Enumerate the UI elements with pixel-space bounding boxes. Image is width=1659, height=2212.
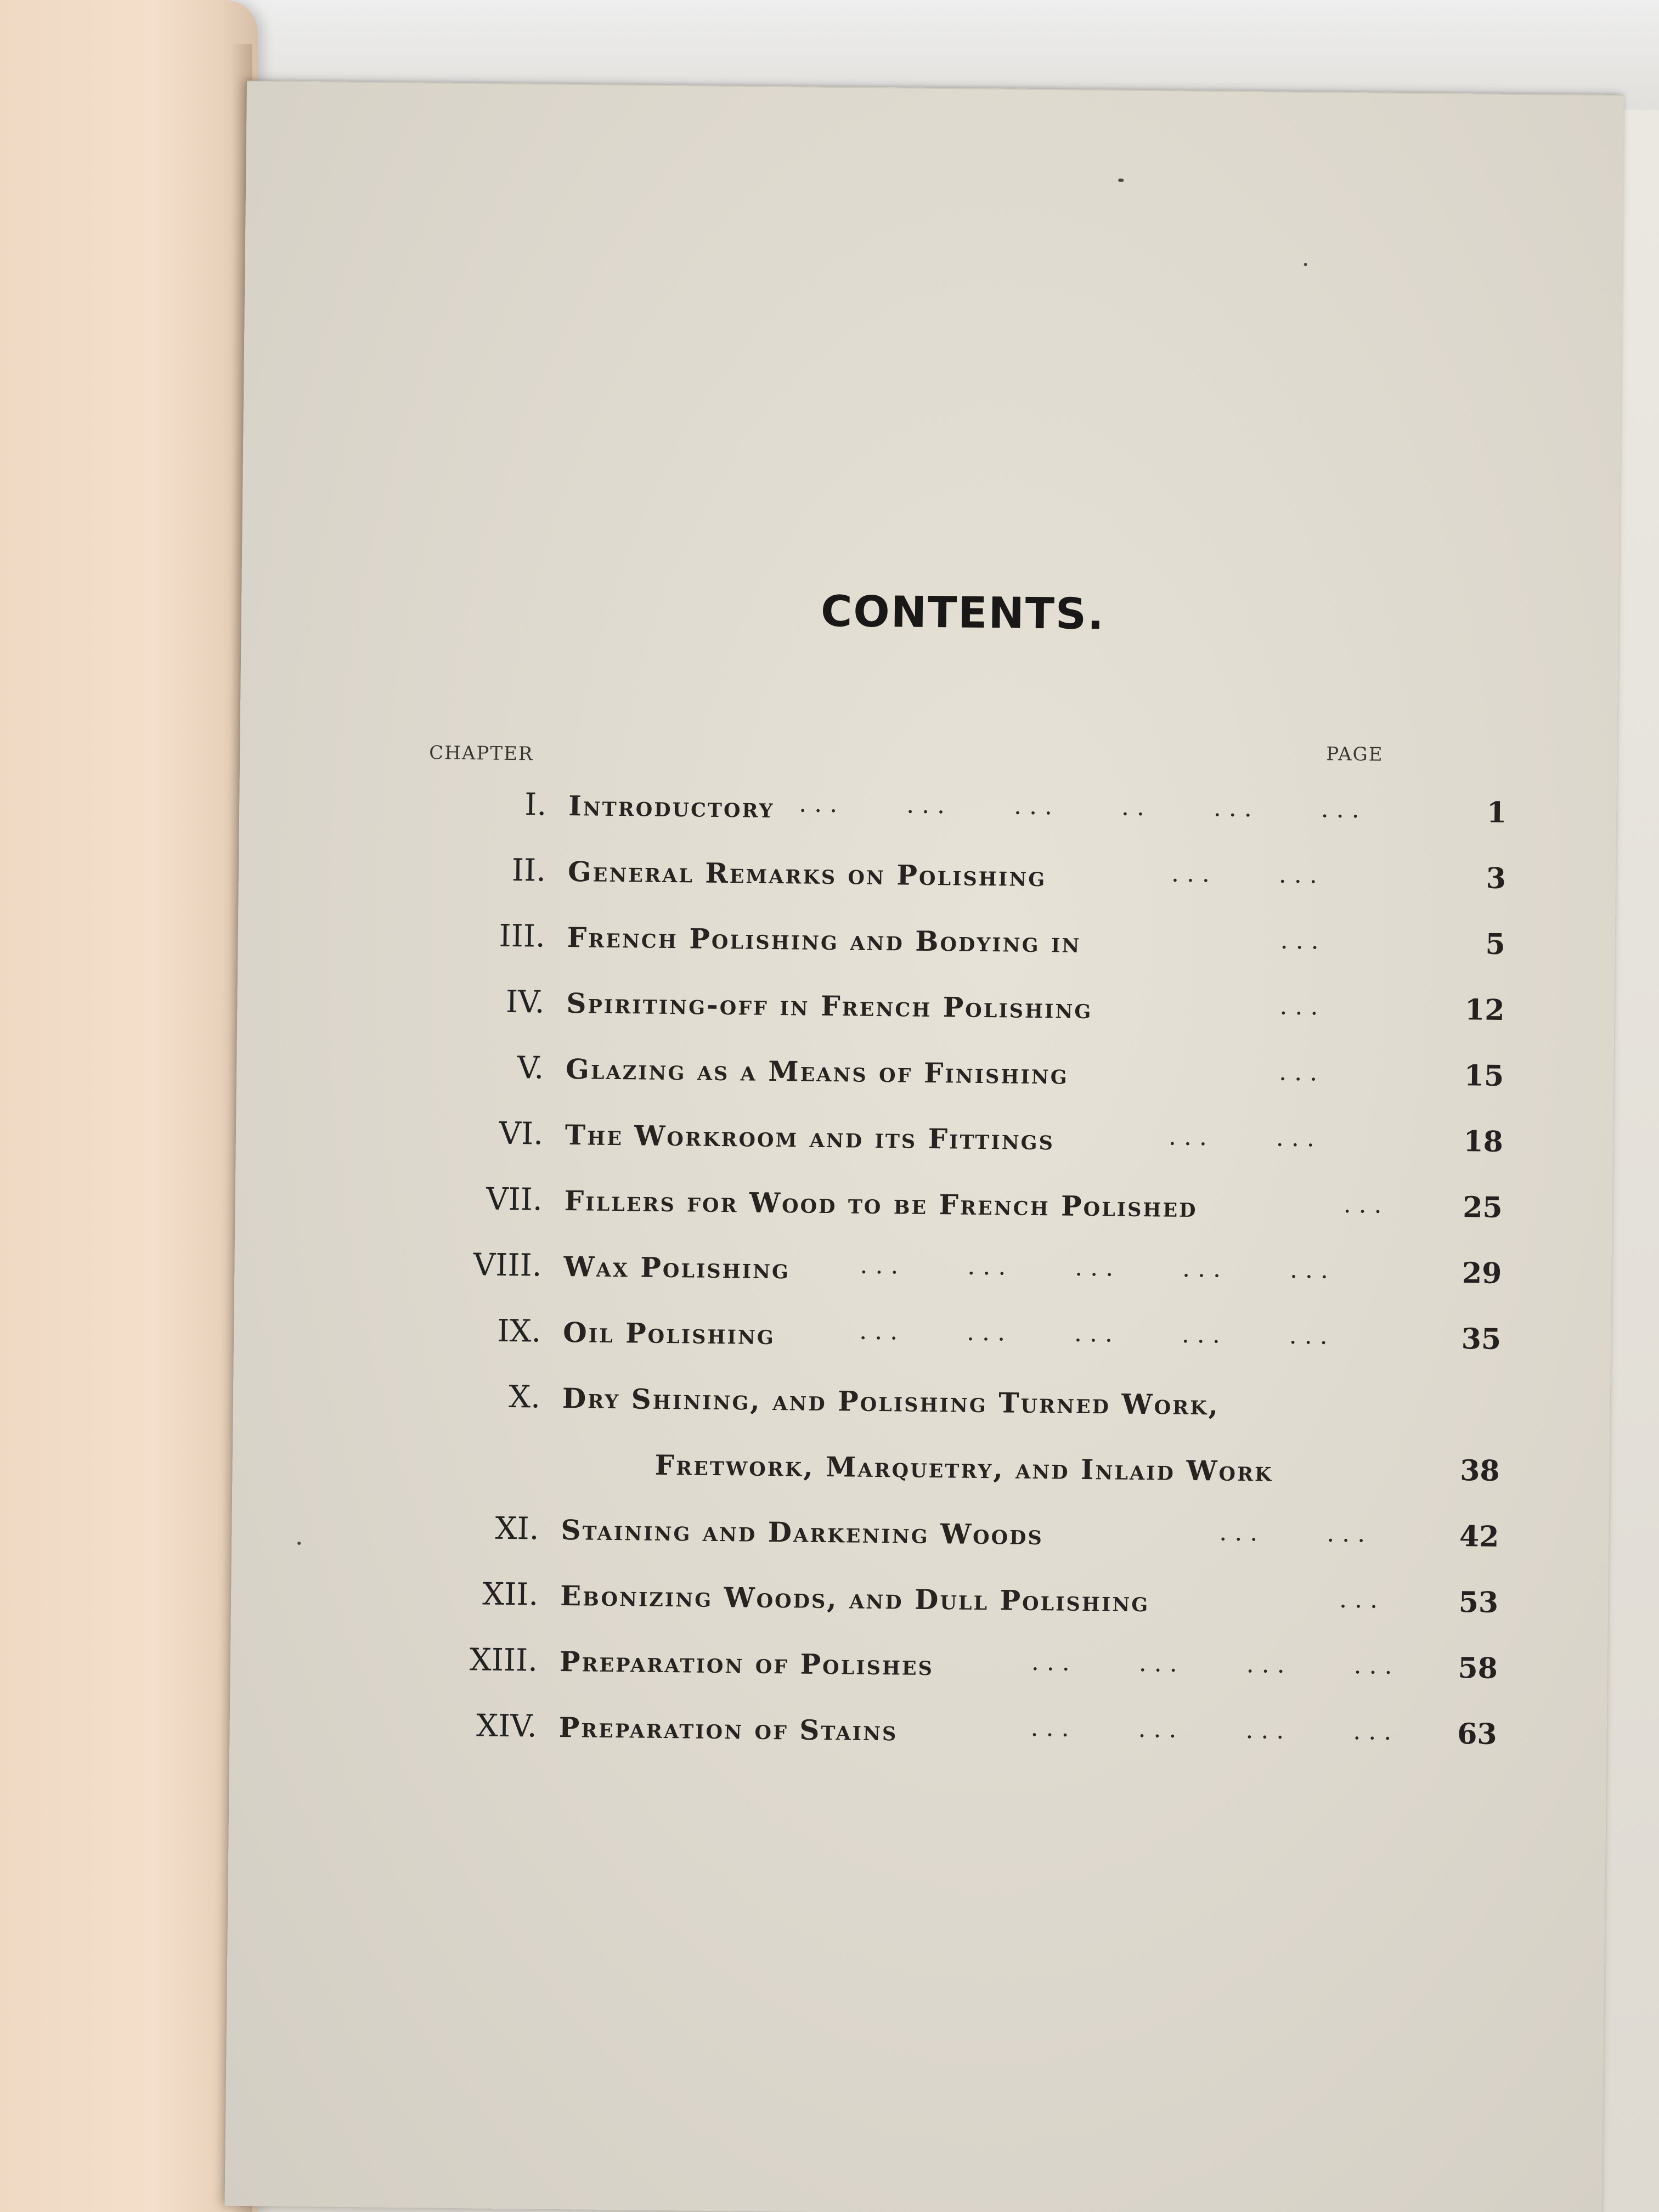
chapter-numeral: III. [499,918,546,955]
toc-row [397,1362,1484,1439]
chapter-numeral: II. [511,852,546,889]
chapter-numeral: VIII. [473,1247,542,1284]
toc-row [402,901,1506,978]
page-number: 53 [1458,1585,1499,1620]
dot-leader: ... [1279,992,1326,1021]
page-number: 38 [1459,1454,1500,1488]
chapter-title: Spiriting-off in French Polishing [566,987,1093,1025]
toc-row [394,1691,1497,1768]
chapter-title: Wax Polishing [563,1250,791,1285]
page-number: 29 [1462,1256,1502,1290]
chapter-title: French Polishing and Bodying in [567,921,1081,959]
chapter-title: Preparation of Stains [558,1711,898,1747]
chapter-title: Fillers for Wood to be French Polished [564,1184,1198,1224]
toc-row [404,769,1507,847]
page-number: 63 [1457,1717,1497,1751]
page-column-label: PAGE [1326,743,1384,766]
page-number: 35 [1461,1322,1502,1356]
toc-row [394,1625,1498,1702]
chapter-numeral: V. [517,1050,544,1086]
chapter-numeral: XI. [495,1510,539,1547]
page-number: 25 [1462,1190,1503,1224]
toc-row [399,1230,1502,1307]
chapter-numeral: IV. [505,984,545,1020]
toc-row [398,1296,1502,1373]
page-title: CONTENTS. [820,586,1105,640]
chapter-title: Preparation of Polishes [559,1645,934,1682]
chapter-title: The Workroom and its Fittings [565,1119,1055,1156]
dot-leader: ... ... ... ... [1030,1713,1400,1746]
page-blemish [1304,263,1307,266]
chapter-numeral: VII. [486,1181,543,1218]
left-page [0,0,258,2212]
toc-row [399,1164,1503,1242]
page-number: 18 [1463,1125,1504,1159]
dot-leader: ... ... [1171,859,1325,889]
dot-leader: ... ... ... ... ... [859,1317,1336,1350]
chapter-title: Ebonizing Woods, and Dull Polishing [560,1579,1150,1618]
chapter-title: Dry Shining, and Polishing Turned Work, [562,1382,1220,1421]
chapter-numeral: XIII. [469,1642,538,1679]
page-number: 1 [1486,795,1507,830]
page-number: 12 [1464,993,1505,1027]
dot-leader: ... ... [1219,1518,1373,1548]
dot-leader: ... ... ... ... [1031,1647,1400,1680]
dot-leader: ... [1280,926,1327,955]
chapter-title: Introductory [568,789,775,824]
dot-leader: ... [1339,1585,1386,1614]
page-number: 42 [1459,1520,1499,1554]
toc-row [403,835,1506,912]
page-number: 5 [1485,927,1506,961]
chapter-title: Staining and Darkening Woods [561,1513,1044,1551]
page-blemish [1118,178,1124,182]
chapter-numeral: X. [508,1379,541,1415]
chapter-column-label: CHAPTER [429,742,534,765]
page-number: 58 [1458,1651,1498,1685]
chapter-title: General Remarks on Polishing [567,855,1047,893]
chapter-numeral: I. [524,787,547,823]
dot-leader: ... [1278,1058,1325,1087]
chapter-numeral: XII. [482,1576,539,1613]
chapter-numeral: VI. [499,1115,544,1152]
chapter-title: Oil Polishing [562,1316,776,1351]
chapter-title: Glazing as a Means of Finishing [565,1053,1069,1091]
page-number: 15 [1464,1059,1504,1093]
toc-row [396,1493,1499,1571]
contents-page [225,81,1624,2212]
toc-row [400,1098,1504,1176]
chapter-title-continuation: Fretwork, Marquetry, and Inlaid Work [654,1448,1273,1488]
toc-row [401,1032,1504,1110]
chapter-numeral: IX. [497,1313,541,1350]
chapter-numeral: XIV. [476,1708,538,1745]
toc-row [396,1559,1499,1637]
page-number: 3 [1486,861,1506,895]
toc-row [402,967,1505,1044]
table-of-contents [394,769,1507,1768]
dot-leader: ... ... ... ... ... [860,1251,1336,1284]
toc-row-continuation [397,1427,1500,1505]
dot-leader: ... ... [1168,1122,1323,1153]
dot-leader: ... ... ... .. ... ... [799,789,1368,824]
dot-leader: ... [1343,1190,1390,1219]
page-blemish [297,1542,301,1545]
